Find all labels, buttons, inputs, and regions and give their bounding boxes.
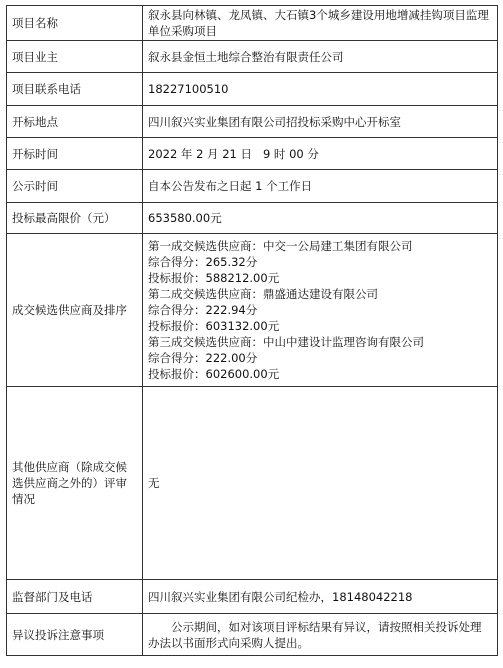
table-row <box>7 234 498 387</box>
table-row <box>7 106 498 138</box>
value-project-name: 叙永县向林镇、龙凤镇、大石镇3个城乡建设用地增减挂钩项目监理单位采购项目 <box>143 6 498 41</box>
candidate-1-score: 综合得分：265.32分 <box>148 255 258 269</box>
value-contact-phone: 18227100510 <box>143 73 498 106</box>
label-opening-time: 开标时间 <box>7 138 143 170</box>
table-row <box>7 6 498 41</box>
label-other-suppliers: 其他供应商（除成交候选供应商之外的）评审情况 <box>7 387 143 580</box>
value-objection-notes: 公示期间，如对该项目评标结果有异议，请按照相关投诉处理办法以书面形式向采购人提出。 <box>143 614 498 656</box>
table-row <box>7 170 498 203</box>
table-row <box>7 41 498 73</box>
value-publicity-time: 自本公告发布之日起 1 个工作日 <box>143 170 498 203</box>
label-supervision: 监督部门及电话 <box>7 580 143 614</box>
value-opening-location: 四川叙兴实业集团有限公司招投标采购中心开标室 <box>143 106 498 138</box>
value-opening-time: 2022 年 2 月 21 日 9 时 00 分 <box>143 138 498 170</box>
value-project-owner: 叙永县金恒土地综合整治有限责任公司 <box>143 41 498 73</box>
table-row <box>7 73 498 106</box>
label-project-owner: 项目业主 <box>7 41 143 73</box>
candidate-3-name: 第三成交候选供应商：中山中建设计监理咨询有限公司 <box>148 335 424 349</box>
label-project-name: 项目名称 <box>7 6 143 41</box>
value-other-suppliers: 无 <box>143 387 498 580</box>
label-max-price: 投标最高限价（元） <box>7 203 143 234</box>
value-candidates <box>143 234 498 387</box>
bid-result-table <box>6 5 498 656</box>
candidate-2-score: 综合得分：222.94分 <box>148 303 258 317</box>
table-row <box>7 614 498 656</box>
table-row <box>7 387 498 580</box>
candidate-3-score: 综合得分：222.00分 <box>148 351 258 365</box>
table-row <box>7 138 498 170</box>
label-opening-location: 开标地点 <box>7 106 143 138</box>
value-max-price: 653580.00元 <box>143 203 498 234</box>
label-objection-notes: 异议投诉注意事项 <box>7 614 143 656</box>
candidate-1-price: 投标报价：588212.00元 <box>148 271 280 285</box>
candidate-2-name: 第二成交候选供应商：鼎盛通达建设有限公司 <box>148 287 378 301</box>
candidate-1-name: 第一成交候选供应商：中交一公局建工集团有限公司 <box>148 239 413 253</box>
candidate-3-price: 投标报价：602600.00元 <box>148 367 280 381</box>
table-row <box>7 580 498 614</box>
candidate-2-price: 投标报价：603132.00元 <box>148 319 280 333</box>
label-publicity-time: 公示时间 <box>7 170 143 203</box>
label-contact-phone: 项目联系电话 <box>7 73 143 106</box>
label-candidates: 成交候选供应商及排序 <box>7 234 143 387</box>
table-row <box>7 203 498 234</box>
value-supervision: 四川叙兴实业集团有限公司纪检办，18148042218 <box>143 580 498 614</box>
